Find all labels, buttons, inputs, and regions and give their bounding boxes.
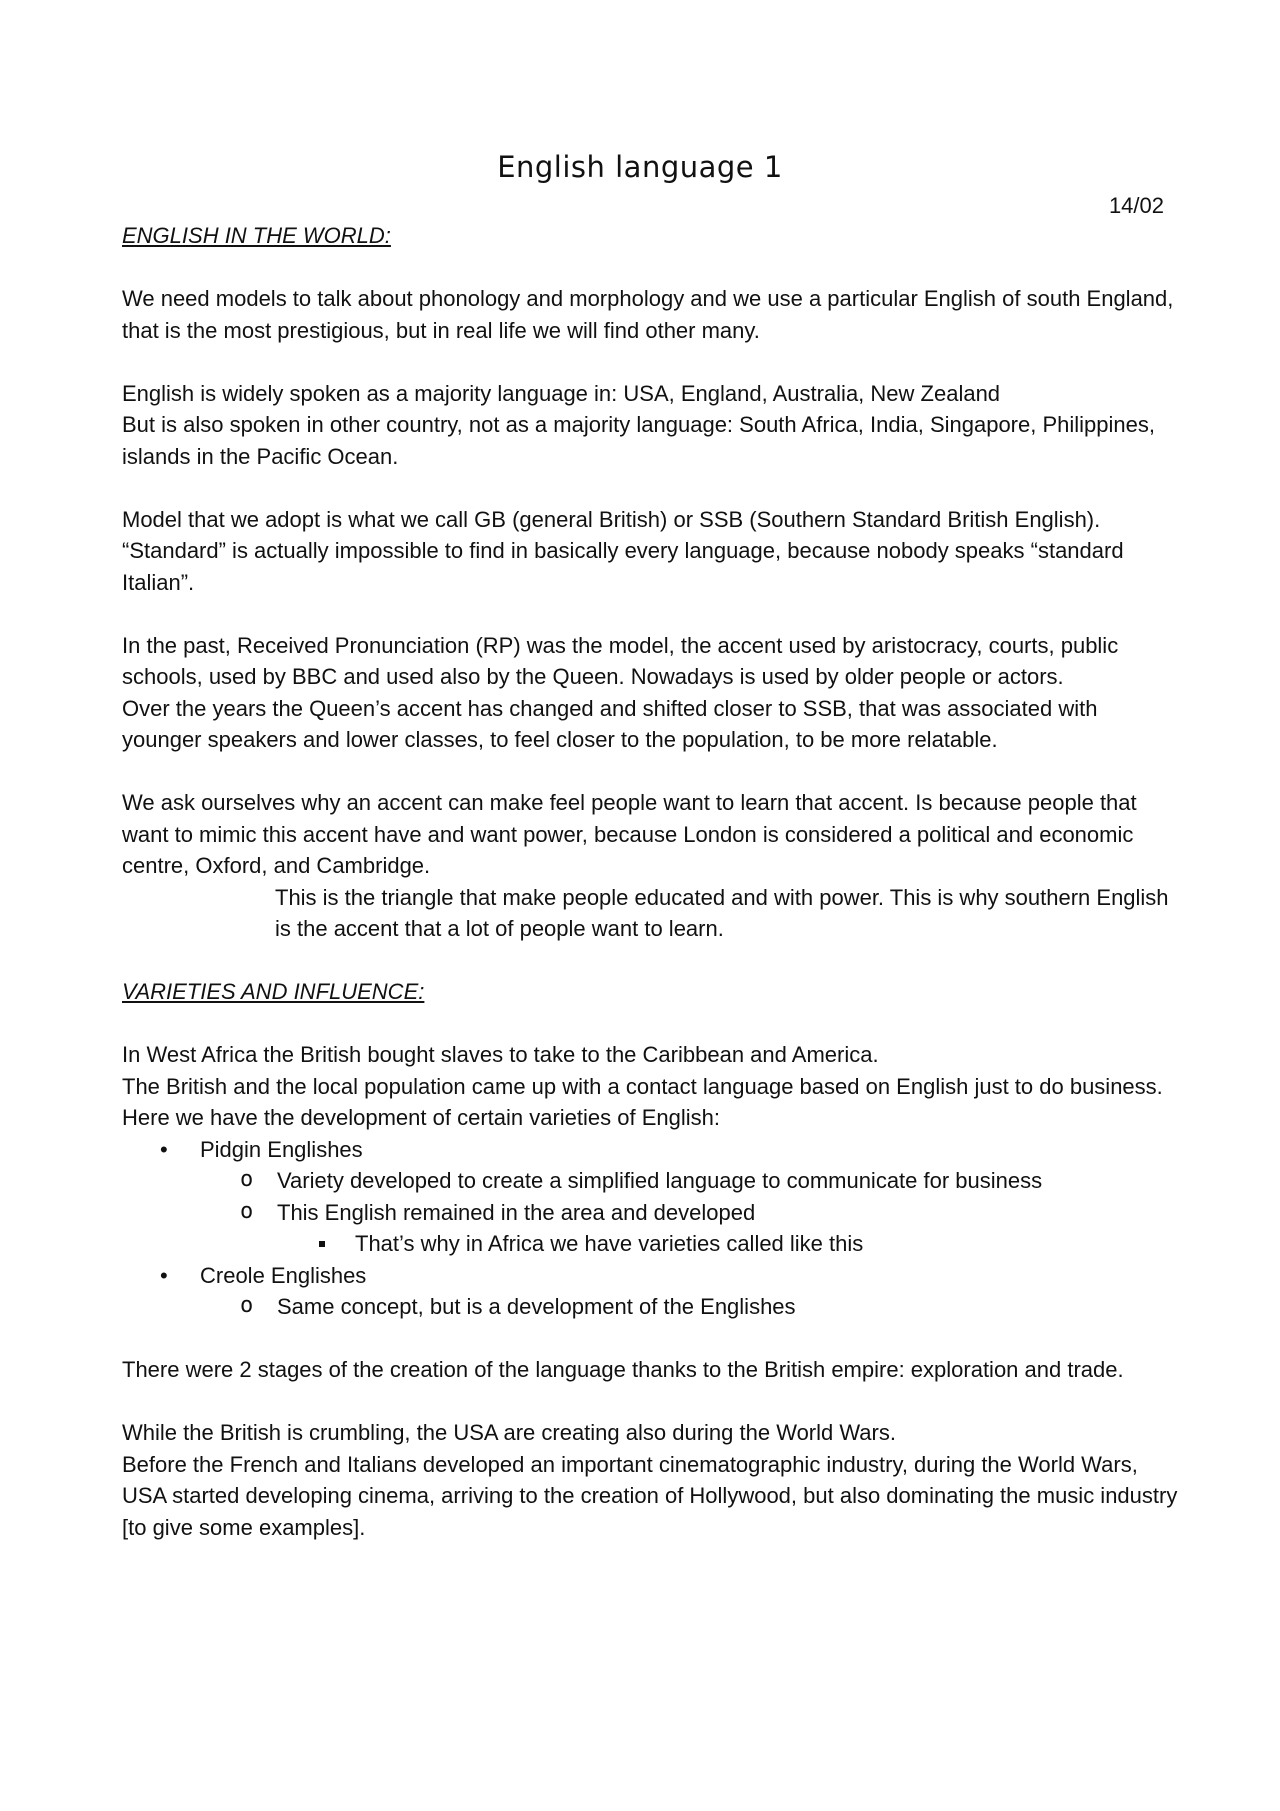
paragraph: There were 2 stages of the creation of the language thanks to the British empire: exploration and trade.	[122, 1357, 1124, 1382]
paragraph: While the British is crumbling, the USA are creating also during the World Wars.	[122, 1420, 896, 1445]
paragraph: We ask ourselves why an accent can make feel people want to learn that accent. Is because people that want to mimic this accent have and want power, because London is considered a political and economic centre, Oxford, and Cambridge.	[122, 790, 1137, 878]
paragraph: We need models to talk about phonology and morphology and we use a particular English of south England, that is the most prestigious, but in real life we will find other many.	[122, 286, 1174, 343]
document-date: 14/02	[1108, 193, 1164, 218]
paragraph: The British and the local population came up with a contact language based on English just to do business.	[122, 1073, 1163, 1099]
paragraph: Model that we adopt is what we call GB (general British) or SSB (Southern Standard British English).	[122, 506, 1101, 532]
paragraph: Here we have the development of certain varieties of English:	[122, 1105, 720, 1130]
paragraph: Before the French and Italians developed an important cinematographic industry, during the World Wars, USA started developing cinema, arriving to the creation of Hollywood, but also dominating the music industry [to give some examples].	[122, 1451, 1178, 1540]
document-body	[122, 220, 1182, 1543]
section-heading-varieties-and-influence: VARIETIES AND INFLUENCE:	[122, 979, 425, 1004]
paragraph: But is also spoken in other country, not as a majority language: South Africa, India, Singapore, Philippines, islands in the Pacific Ocean.	[122, 412, 1155, 469]
list-item: • Creole Englishes	[122, 1260, 1182, 1292]
paragraph: In the past, Received Pronunciation (RP) was the model, the accent used by aristocracy, courts, public schools, used by BBC and used also by the Queen. Nowadays is used by older people or actors.	[122, 632, 1119, 689]
list-item: • Pidgin Englishes	[122, 1134, 1182, 1166]
sub-list-item: o This English remained in the area and developed	[122, 1197, 1182, 1229]
sub-sub-list-item: That’s why in Africa we have varieties called like this	[122, 1228, 1182, 1260]
bullet-list	[122, 1134, 1182, 1323]
section-heading-english-in-the-world: ENGLISH IN THE WORLD:	[122, 223, 391, 248]
document-title: English language 1	[497, 150, 783, 184]
sub-list-item: o Variety developed to create a simplified language to communicate for business	[122, 1165, 1182, 1197]
paragraph: In West Africa the British bought slaves to take to the Caribbean and America.	[122, 1042, 879, 1067]
paragraph: Over the years the Queen’s accent has changed and shifted closer to SSB, that was associated with younger speakers and lower classes, to feel closer to the population, to be more relatable.	[122, 695, 1098, 752]
sub-list-item: o Same concept, but is a development of the Englishes	[122, 1291, 1182, 1323]
paragraph: “Standard” is actually impossible to find in basically every language, because nobody speaks “standard Italian”.	[122, 538, 1124, 595]
paragraph: English is widely spoken as a majority language in: USA, England, Australia, New Zealand	[122, 380, 1001, 406]
indented-paragraph: This is the triangle that make people educated and with power. This is why southern English is the accent that a lot of people want to learn.	[275, 884, 1169, 941]
